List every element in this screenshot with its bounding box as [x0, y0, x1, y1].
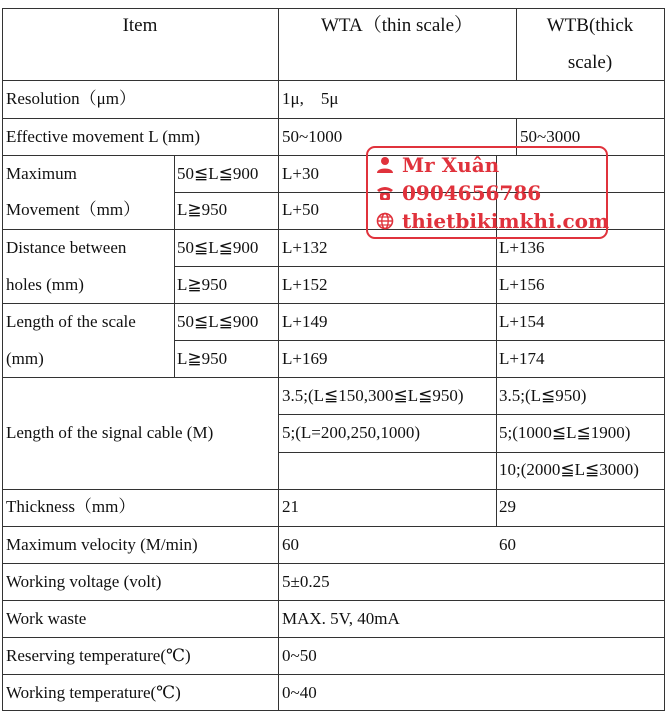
work-temp-label: Working temperature(℃)	[6, 683, 181, 702]
dist-wta-2: L+152	[282, 275, 328, 294]
stamp-name: Mr Xuân	[402, 153, 500, 177]
dist-label-2: holes (mm)	[6, 275, 84, 294]
effective-wtb: 50~3000	[520, 127, 581, 146]
max-move-label-1: Maximum	[6, 164, 77, 183]
cable-wta-2: 5;(L=200,250,1000)	[282, 423, 421, 442]
velocity-label: Maximum velocity (M/min)	[6, 535, 198, 554]
reserve-temp-value: 0~50	[282, 646, 317, 665]
voltage-label: Working voltage (volt)	[6, 572, 162, 591]
thickness-label: Thickness（mm）	[6, 497, 136, 516]
scale-len-label-1: Length of the scale	[6, 312, 136, 331]
scale-len-cond-1: 50≦L≦900	[177, 312, 259, 331]
stamp-website[interactable]: thietbikimkhi.com	[402, 209, 610, 233]
stamp-web-line	[376, 208, 609, 234]
reserve-temp-label: Reserving temperature(℃)	[6, 646, 191, 665]
scale-len-label-2: (mm)	[6, 349, 44, 368]
cable-wta-1: 3.5;(L≦150,300≦L≦950)	[282, 386, 464, 405]
cable-wtb-3: 10;(2000≦L≦3000)	[499, 460, 639, 479]
scale-len-wta-2: L+169	[282, 349, 328, 368]
velocity-wtb: 60	[499, 535, 516, 554]
dist-cond-1: 50≦L≦900	[177, 238, 259, 257]
scale-len-cond-2: L≧950	[177, 349, 228, 368]
person-icon	[376, 156, 394, 174]
max-move-wta-1: L+30	[282, 164, 319, 183]
header-wta: WTA（thin scale）	[320, 15, 474, 36]
resolution-label: Resolution（μm）	[6, 89, 137, 108]
voltage-value: 5±0.25	[282, 572, 330, 591]
velocity-wta: 60	[282, 535, 299, 554]
waste-label: Work waste	[6, 609, 87, 628]
stamp-phone-line	[376, 180, 541, 206]
dist-cond-2: L≧950	[177, 275, 228, 294]
dist-wtb-1: L+136	[499, 238, 545, 257]
scale-len-wtb-1: L+154	[499, 312, 545, 331]
dist-label-1: Distance between	[6, 238, 127, 257]
stamp-phone[interactable]: 0904656786	[402, 181, 542, 205]
contact-stamp	[366, 146, 608, 239]
effective-wta: 50~1000	[282, 127, 343, 146]
max-move-wta-2: L+50	[282, 200, 319, 219]
dist-wta-1: L+132	[282, 238, 328, 257]
cable-label: Length of the signal cable (M)	[6, 423, 214, 442]
stamp-name-line	[376, 152, 499, 178]
resolution-value: 1μ, 5μ	[282, 89, 339, 108]
globe-icon	[376, 212, 394, 230]
header-wtb-line1: WTB(thick	[546, 15, 634, 36]
header-wtb-line2: scale)	[567, 52, 613, 73]
cable-wtb-1: 3.5;(L≦950)	[499, 386, 587, 405]
max-move-cond-2: L≧950	[177, 200, 228, 219]
work-temp-value: 0~40	[282, 683, 317, 702]
effective-label: Effective movement L (mm)	[6, 127, 201, 146]
scale-len-wta-1: L+149	[282, 312, 328, 331]
waste-value: MAX. 5V, 40mA	[282, 609, 400, 628]
dist-wtb-2: L+156	[499, 275, 545, 294]
header-item: Item	[122, 15, 158, 36]
thickness-wtb: 29	[499, 497, 516, 516]
cable-wtb-2: 5;(1000≦L≦1900)	[499, 423, 631, 442]
max-move-cond-1: 50≦L≦900	[177, 164, 259, 183]
max-move-label-2: Movement（mm）	[6, 200, 141, 219]
thickness-wta: 21	[282, 497, 299, 516]
phone-icon	[376, 184, 394, 202]
scale-len-wtb-2: L+174	[499, 349, 545, 368]
